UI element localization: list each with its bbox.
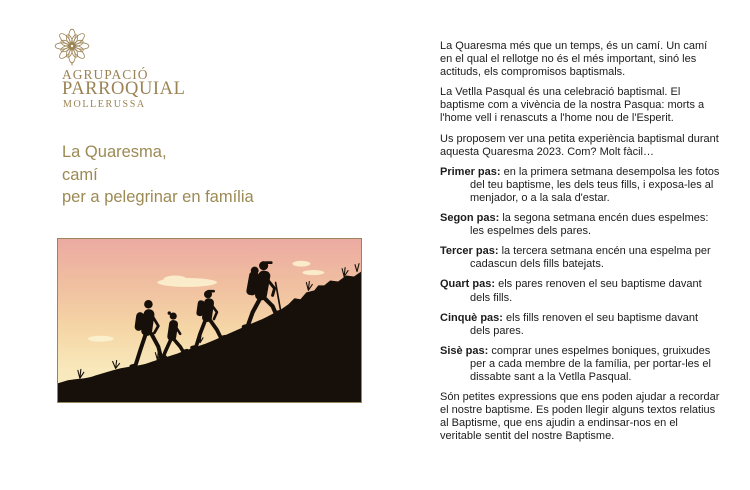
step-2-label: Segon pas:	[440, 212, 500, 225]
step-3-text: la tercera setmana encén una espelma per cadascun dels fills batejats.	[470, 245, 711, 271]
parish-name	[62, 68, 186, 110]
intro-paragraph-3: Us proposem ver una petita experiència baptismal durant aquesta Quaresma 2023. Com? Molt fàcil…	[440, 132, 719, 158]
step-4-text: els pares renoven el seu baptisme davant dels fills.	[470, 278, 702, 304]
article-body	[440, 40, 721, 450]
step-1-text: en la primera setmana desempolsa les fotos del teu baptisme, les dels teus fills, i exposa-les al menjador, o a la sala d'estar.	[470, 165, 720, 204]
step-4	[440, 278, 721, 304]
closing-paragraph: Són petites expressions que ens poden ajudar a recordar el nostre baptisme. Es poden llegir alguns textos relatius al Baptisme, que ens ajudin a endinsar-nos en el veritable sentit del nostre Baptisme.	[440, 391, 720, 443]
title-line-3: per a pelegrinar en família	[62, 188, 254, 206]
intro-paragraph-2: La Vetlla Pasqual és una celebració baptismal. El baptisme com a vivència de la nostra Pasqua: morts a l'home vell i renascuts a l'home nou de l'Esperit.	[440, 86, 705, 125]
logo-line-agrupacio: AGRUPACIÓ	[62, 67, 149, 82]
step-6-text: comprar unes espelmes boniques, gruixudes per a cada membre de la família, per portar-les el dissabte sant a la Vetlla Pasqual.	[470, 344, 711, 383]
step-2-text: la segona setmana encén dues espelmes: les espelmes dels pares.	[470, 212, 709, 238]
title-line-2: camí	[62, 165, 98, 184]
step-5-text: els fills renoven el seu baptisme davant dels pares.	[470, 311, 699, 337]
step-3	[440, 245, 721, 271]
step-6	[440, 345, 721, 384]
step-1-label: Primer pas:	[440, 165, 501, 178]
step-6-label: Sisè pas:	[440, 344, 489, 357]
step-1	[440, 166, 721, 205]
hiking-family-illustration	[57, 238, 362, 403]
rosette-flower-icon	[54, 28, 90, 66]
title-line-1: La Quaresma,	[62, 143, 167, 161]
step-3-label: Tercer pas:	[440, 245, 499, 258]
step-2	[440, 212, 721, 238]
page-title	[62, 141, 254, 209]
logo-line-parroquial: PARROQUIAL	[62, 79, 186, 99]
step-5	[440, 312, 721, 338]
logo-line-mollerussa: MOLLERUSSA	[63, 99, 146, 110]
parish-logo	[52, 28, 186, 110]
step-5-label: Cinquè pas:	[440, 311, 503, 324]
intro-paragraph-1: La Quaresma més que un temps, és un camí. Un camí en el qual el rellotge no és el més important, sinó les actituds, els compromisos baptismals.	[440, 40, 708, 79]
sunset-hike-image	[58, 239, 361, 402]
step-4-label: Quart pas:	[440, 278, 496, 291]
